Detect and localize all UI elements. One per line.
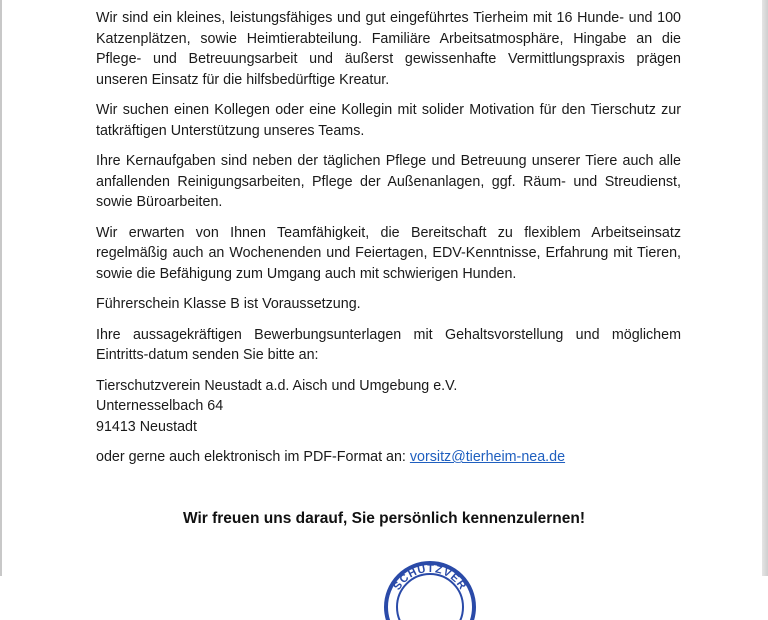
page-right-border xyxy=(762,0,768,576)
paragraph-tasks: Ihre Kernaufgaben sind neben der täglichen Pflege und Betreuung unserer Tiere auch alle anfallenden Reinigungsarbeiten, Pflege der Außenanlagen, ggf. Räum- und Streudienst, sowie Büroarbeiten. xyxy=(96,153,681,210)
paragraph-requirements: Wir erwarten von Ihnen Teamfähigkeit, die Bereitschaft zu flexiblem Arbeitseinsatz regelmäßig auch an Wochenenden und Feiertagen, EDV-Kenntnisse, Erfahrung mit Tieren, sowie die Befähigung zum Umgang auch mit schwierigen Hunden. xyxy=(96,224,681,282)
page-left-border xyxy=(0,0,2,576)
paragraph-application: Ihre aussagekräftigen Bewerbungsunterlagen mit Gehaltsvorstellung und möglichem Eintritts-datum senden Sie bitte an: xyxy=(96,326,681,363)
address-street: Unternesselbach 64 xyxy=(96,398,224,414)
closing-statement: Wir freuen uns darauf, Sie persönlich kennenzulernen! xyxy=(182,510,586,527)
address-block xyxy=(96,376,681,438)
contact-prefix: oder gerne auch elektronisch im PDF-Format an: xyxy=(96,449,406,465)
address-name: Tierschutzverein Neustadt a.d. Aisch und Umgebung e.V. xyxy=(96,377,458,394)
contact-line xyxy=(96,447,681,468)
seal-text: SCHUTZVER xyxy=(391,562,469,593)
paragraph-search: Wir suchen einen Kollegen oder eine Kollegin mit solider Motivation für den Tierschutz zur tatkräftigen Unterstützung unseres Teams. xyxy=(96,102,681,139)
seal-graphic xyxy=(383,560,477,620)
paragraph-license: Führerschein Klasse B ist Voraussetzung. xyxy=(96,296,361,312)
email-link[interactable]: vorsitz@tierheim-nea.de xyxy=(409,449,566,465)
association-seal-logo xyxy=(383,560,477,620)
address-city: 91413 Neustadt xyxy=(96,418,197,435)
document-body xyxy=(96,8,681,478)
paragraph-intro: Wir sind ein kleines, leistungsfähiges und gut eingeführtes Tierheim mit 16 Hunde- und 100 Katzenplätzen, sowie Heimtierabteilung. Familiäre Arbeitsatmosphäre, Hingabe an die Pflege- und Betreuungsarbeit und äußerst gewissenhafte Vermittlungspraxis prägen unseren Einsatz für die hilfsbedürftige Kreatur. xyxy=(96,10,681,88)
